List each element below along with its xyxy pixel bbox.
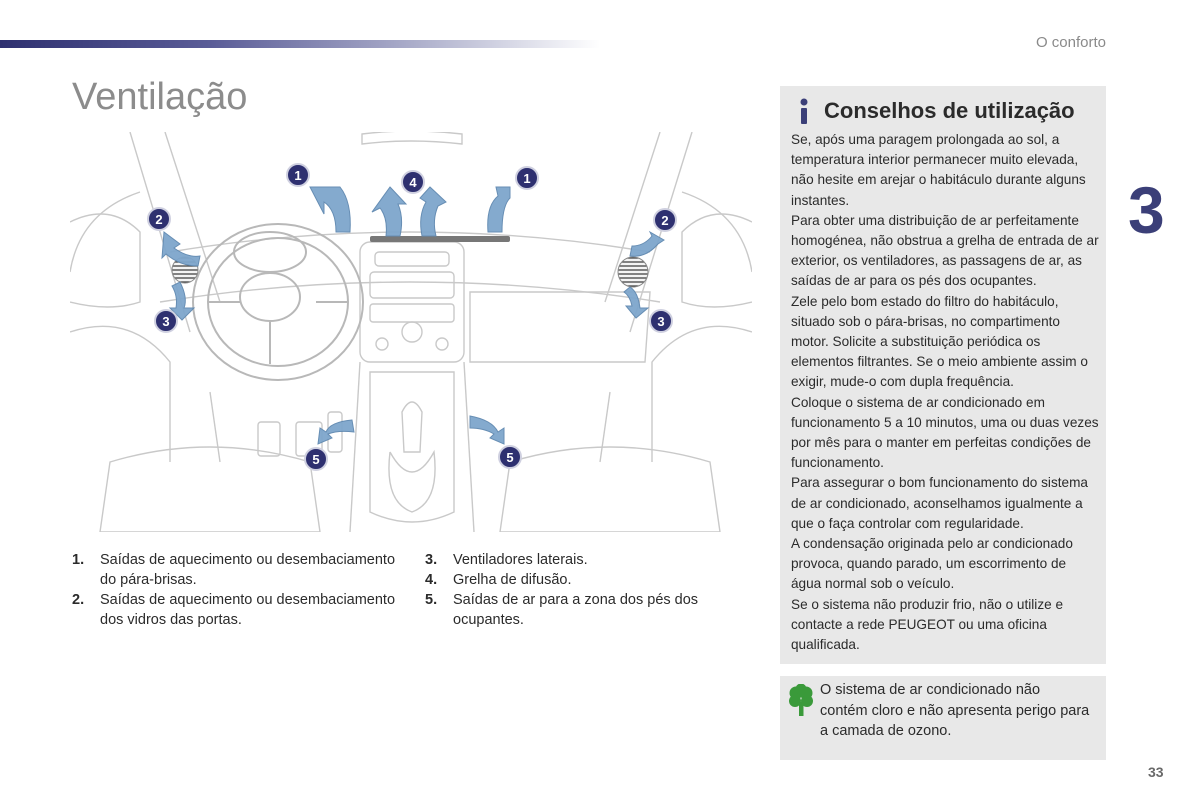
svg-text:3: 3 [657,314,665,329]
callout-1b [516,167,538,189]
tips-title: Conselhos de utilização [824,98,1075,123]
callout-4 [402,171,424,193]
callout-3a [155,310,177,332]
page-number: 33 [1148,764,1164,780]
legend-item [425,570,745,590]
header-bar [0,40,600,48]
page-title: Ventilação [72,76,248,118]
legend-column-1 [72,550,402,630]
tip-paragraph: Zele pelo bom estado do filtro do habitáculo, situado sob o pára-brisas, no compartimento motor. Solicite a substituição periódica os elementos filtrantes. Se o meio ambiente assim o exigir, mude-o com dupla frequência. [791,293,1088,390]
callout-3b [650,310,672,332]
svg-text:5: 5 [312,452,320,467]
callout-2b [654,209,676,231]
legend-column-2 [425,550,745,630]
callout-5a [305,448,327,470]
callout-1a [287,164,309,186]
tip-paragraph: A condensação originada pelo ar condicionado provoca, quando parado, um escorrimento de água normal sob o veículo. [791,536,1073,592]
svg-text:4: 4 [409,175,417,190]
svg-text:5: 5 [506,450,514,465]
legend-text: Ventiladores laterais. [453,552,588,568]
legend-text: Saídas de ar para a zona dos pés dos ocupantes. [453,592,699,628]
legend-item [425,590,745,630]
legend-item [425,550,745,570]
svg-text:3: 3 [162,314,170,329]
legend-item [72,550,402,590]
info-icon [794,96,814,126]
tips-header [780,86,1106,128]
legend-number: 4. [425,572,438,588]
eco-note-box [780,676,1106,760]
side-vent-right [618,257,648,287]
svg-text:2: 2 [661,213,669,228]
usage-tips-box [780,86,1106,664]
callout-2a [148,208,170,230]
legend-number: 2. [72,592,85,608]
tip-paragraph: Para obter uma distribuição de ar perfeitamente homogénea, não obstrua a grelha de entrada de ar exterior, os ventiladores, as passagens de ar, as saídas de ar para os pés dos ocupantes. [791,212,1099,289]
tree-icon [788,684,814,718]
legend-text: Grelha de difusão. [453,572,572,588]
eco-note-text: O sistema de ar condicionado não contém cloro e não apresenta perigo para a camada de ozono. [820,682,1090,739]
callout-5b [499,446,521,468]
legend-number: 5. [425,592,438,608]
legend-number: 1. [72,552,85,568]
legend-text: Saídas de aquecimento ou desembaciamento do pára-brisas. [100,552,396,588]
tip-paragraph: Coloque o sistema de ar condicionado em funcionamento 5 a 10 minutos, uma ou duas vezes por mês para o manter em perfeitas condições de funcionamento. [791,394,1099,471]
legend-text: Saídas de aquecimento ou desembaciamento dos vidros das portas. [100,592,396,628]
tip-paragraph: Se o sistema não produzir frio, não o utilize e contacte a rede PEUGEOT ou uma oficina qualificada. [791,596,1064,653]
svg-text:1: 1 [294,168,302,183]
legend-number: 3. [425,552,438,568]
diffusion-grille [370,236,510,242]
tip-paragraph: Para assegurar o bom funcionamento do sistema de ar condicionado, aconselhamos igualmente a que o faça controlar com regularidade. [791,475,1088,531]
legend-item [72,590,402,630]
airflow-arrows [162,187,664,444]
steering-wheel [193,224,363,380]
tips-text [791,130,1099,655]
svg-text:1: 1 [523,171,531,186]
svg-text:2: 2 [155,212,163,227]
chapter-number: 3 [1128,173,1165,247]
ventilation-diagram [70,132,752,532]
tip-paragraph: Se, após uma paragem prolongada ao sol, a temperatura interior permanecer muito elevada, não hesite em arejar o habitáculo durante alguns instantes. [791,132,1086,208]
section-name: O conforto [1035,34,1106,51]
